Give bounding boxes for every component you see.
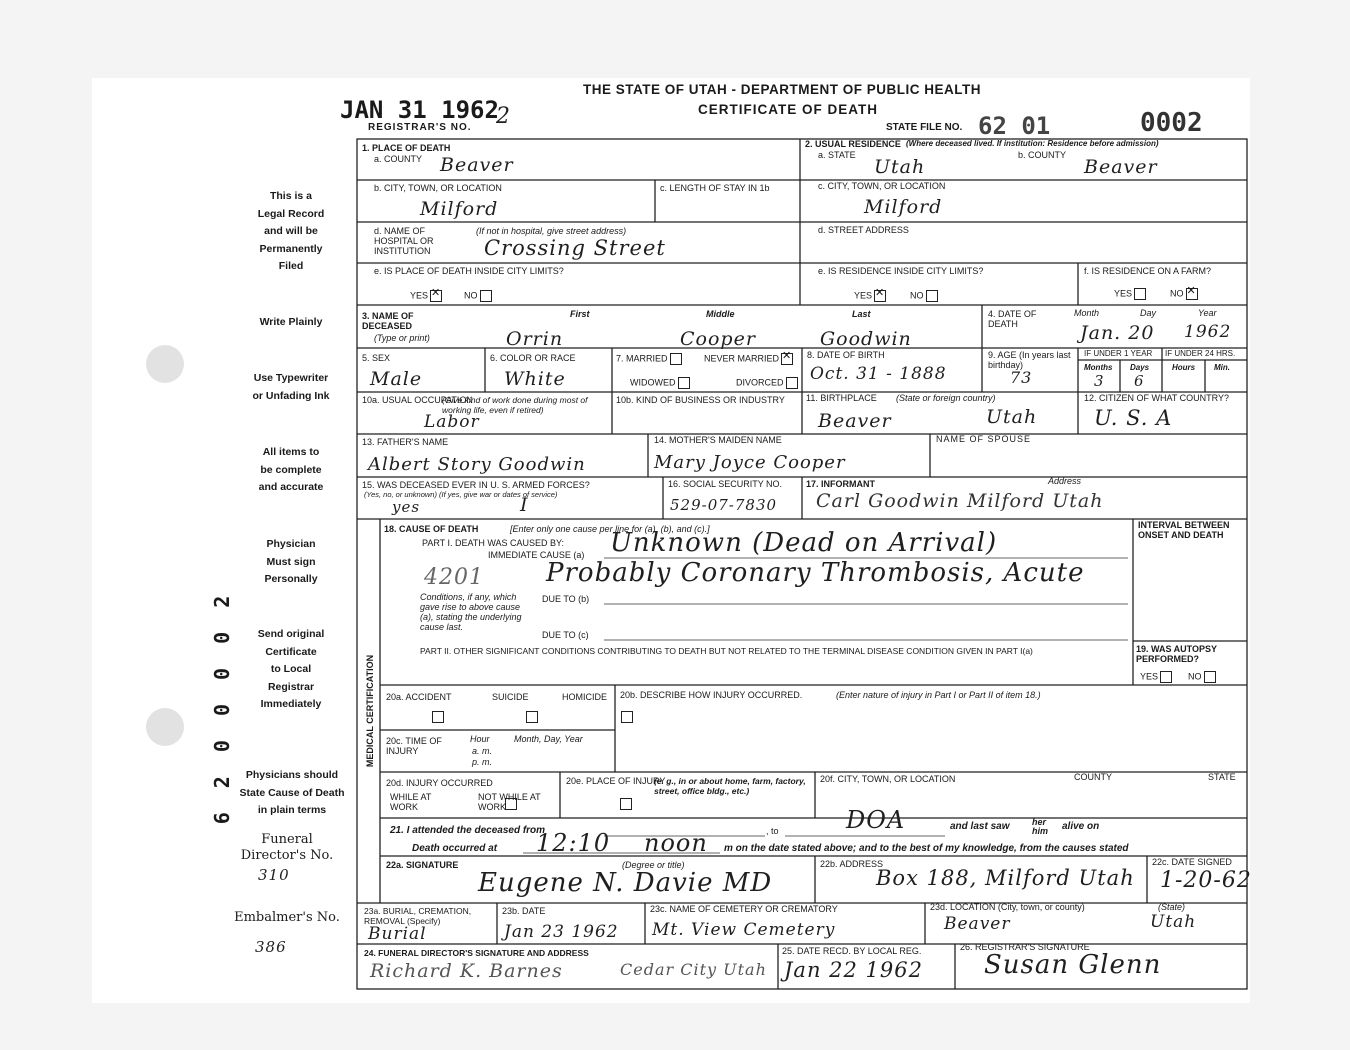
month-label: Month bbox=[1074, 308, 1100, 318]
f6-label: 6. COLOR OR RACE bbox=[490, 353, 576, 363]
received-date: Jan 22 1962 bbox=[784, 958, 923, 982]
death-inside-no-checkbox[interactable] bbox=[480, 290, 492, 302]
f2b-label: b. COUNTY bbox=[1018, 150, 1067, 160]
never-married-label: NEVER MARRIED bbox=[704, 353, 780, 364]
embalmer-no: 386 bbox=[255, 938, 287, 956]
stamp-date: JAN 31 1962 bbox=[340, 96, 499, 124]
location-county: Beaver bbox=[944, 914, 1011, 934]
mdy-label: Month, Day, Year bbox=[514, 734, 583, 744]
f20e-label: 20e. PLACE OF INJURY bbox=[566, 776, 666, 786]
accident-checkbox[interactable] bbox=[432, 711, 444, 723]
death-county: Beaver bbox=[440, 154, 514, 176]
f20e-note: (e. g., in or about home, farm, factory, street, office bldg., etc.) bbox=[654, 776, 806, 796]
death-noon: noon bbox=[644, 829, 708, 857]
age-days: 6 bbox=[1134, 372, 1145, 390]
death-city: Milford bbox=[420, 198, 499, 220]
divorced-option[interactable] bbox=[736, 377, 798, 389]
icd-code: 4201 bbox=[424, 565, 484, 590]
degree-label: (Degree or title) bbox=[622, 860, 685, 870]
res-inside-no-checkbox[interactable] bbox=[926, 290, 938, 302]
medical-certification-label: MEDICAL CERTIFICATION bbox=[365, 654, 375, 768]
f23d-label: 23d. LOCATION (City, town, or county) bbox=[930, 902, 1085, 912]
first-name: Orrin bbox=[506, 328, 564, 350]
f17-label: 17. INFORMANT bbox=[806, 479, 876, 489]
autopsy-no[interactable] bbox=[1188, 671, 1216, 683]
side-write-plainly: Write Plainly bbox=[259, 316, 323, 328]
state-line: THE STATE OF UTAH - DEPARTMENT OF PUBLIC HEALTH bbox=[583, 82, 981, 97]
residence-county: Beaver bbox=[1084, 156, 1158, 178]
farm-yes-checkbox[interactable] bbox=[1134, 288, 1146, 300]
burial-date: Jan 23 1962 bbox=[504, 922, 619, 942]
f1d-note: (If not in hospital, give street address) bbox=[476, 226, 627, 236]
conditions-note: Conditions, if any, which gave rise to above cause (a), stating the underlying cause last. bbox=[420, 592, 522, 632]
f2-note: (Where deceased lived. If institution: Residence before admission) bbox=[906, 139, 1159, 148]
yes-label: YES bbox=[1140, 671, 1159, 682]
county-label: COUNTY bbox=[1074, 772, 1112, 782]
death-year: 1962 bbox=[1184, 322, 1232, 342]
day-label: Day bbox=[1140, 308, 1157, 318]
year-label: Year bbox=[1198, 308, 1217, 318]
death-month-day: Jan. 20 bbox=[1080, 322, 1155, 344]
f22a-label: 22a. SIGNATURE bbox=[386, 860, 459, 870]
res-inside-no[interactable] bbox=[910, 290, 938, 302]
location-state: Utah bbox=[1150, 912, 1197, 932]
married-option[interactable] bbox=[616, 353, 682, 365]
farm-yes[interactable] bbox=[1114, 288, 1146, 300]
cause-b: Probably Coronary Thrombosis, Acute bbox=[546, 558, 1085, 588]
funeral-director-signature: Richard K. Barnes bbox=[370, 960, 563, 982]
yes-label: YES bbox=[854, 290, 873, 301]
f23b-label: 23b. DATE bbox=[502, 906, 546, 916]
death-occurred-tail: m on the date stated above; and to the best of my knowledge, from the causes stated bbox=[724, 843, 1129, 854]
f11-label: 11. BIRTHPLACE bbox=[806, 393, 877, 403]
registrar-signature: Susan Glenn bbox=[984, 950, 1162, 980]
age-value: 73 bbox=[1010, 368, 1033, 387]
death-occurred-label: Death occurred at bbox=[412, 843, 498, 854]
f15-label: 15. WAS DECEASED EVER IN U. S. ARMED FORCES? bbox=[362, 480, 590, 490]
hour-label: Hour bbox=[470, 734, 490, 744]
f13-label: 13. FATHER'S NAME bbox=[362, 437, 449, 447]
divorced-label: DIVORCED bbox=[736, 377, 784, 388]
hours-label: Hours bbox=[1172, 363, 1196, 372]
mother-name: Mary Joyce Cooper bbox=[654, 452, 846, 473]
f20d-label: 20d. INJURY OCCURRED bbox=[386, 778, 493, 788]
armed-forces-value: yes bbox=[392, 498, 421, 516]
middle-name: Cooper bbox=[680, 328, 756, 350]
while-at-work-label: WHILE AT WORK bbox=[390, 792, 432, 812]
side-typewriter: Use Typewriter or Unfading Ink bbox=[252, 372, 330, 402]
no-label: NO bbox=[464, 290, 478, 301]
certificate-title: CERTIFICATE OF DEATH bbox=[698, 102, 878, 117]
citizen-value: U. S. A bbox=[1094, 406, 1173, 430]
f22b-label: 22b. ADDRESS bbox=[820, 859, 884, 869]
am-label: a. m. bbox=[472, 746, 493, 756]
days-label: Days bbox=[1130, 363, 1150, 372]
f24-label: 24. FUNERAL DIRECTOR'S SIGNATURE AND ADDRESS bbox=[364, 948, 589, 958]
war-value: I bbox=[520, 494, 529, 516]
f4-label: 4. DATE OF DEATH bbox=[988, 309, 1037, 329]
f1b-label: b. CITY, TOWN, OR LOCATION bbox=[374, 183, 502, 193]
under-1-year-label: IF UNDER 1 YEAR bbox=[1084, 349, 1153, 358]
last-label: Last bbox=[852, 309, 871, 319]
immediate-label: IMMEDIATE CAUSE (a) bbox=[488, 550, 585, 560]
registrar-no: 2 bbox=[496, 104, 511, 129]
f2a-label: a. STATE bbox=[818, 150, 856, 160]
f19-label: 19. WAS AUTOPSY PERFORMED? bbox=[1136, 644, 1217, 664]
farm-no-checkbox[interactable] bbox=[1186, 288, 1198, 300]
father-name: Albert Story Goodwin bbox=[368, 454, 586, 475]
f18-label: 18. CAUSE OF DEATH bbox=[384, 524, 479, 534]
ssn-value: 529-07-7830 bbox=[670, 496, 778, 514]
state-label: STATE bbox=[1208, 772, 1236, 782]
f23c-label: 23c. NAME OF CEMETERY OR CREMATORY bbox=[650, 904, 838, 914]
f10a-label: 10a. USUAL OCCUPATION bbox=[362, 395, 473, 405]
residence-city: Milford bbox=[864, 196, 943, 218]
occupation-value: Labor bbox=[424, 412, 480, 432]
f10a-note: (Give kind of work done during most of working life, even if retired) bbox=[442, 395, 588, 415]
birthplace-state: Beaver bbox=[818, 410, 892, 432]
f2d-label: d. STREET ADDRESS bbox=[818, 225, 909, 235]
autopsy-no-checkbox[interactable] bbox=[1204, 671, 1216, 683]
f3-label: 3. NAME OF DECEASED bbox=[362, 311, 414, 331]
f1c-label: c. LENGTH OF STAY IN 1b bbox=[660, 183, 770, 193]
f14-label: 14. MOTHER'S MAIDEN NAME bbox=[654, 435, 782, 445]
suicide-label: SUICIDE bbox=[492, 692, 529, 702]
married-label: 7. MARRIED bbox=[616, 353, 668, 364]
f2e-label: e. IS RESIDENCE INSIDE CITY LIMITS? bbox=[818, 266, 984, 276]
state-paren-label: (State) bbox=[1158, 902, 1186, 912]
f3-note: (Type or print) bbox=[374, 333, 430, 343]
f20f-label: 20f. CITY, TOWN, OR LOCATION bbox=[820, 774, 956, 784]
state-file-seq: 0002 bbox=[1140, 108, 1203, 138]
death-inside-yes[interactable] bbox=[410, 290, 442, 302]
f18-note: [Enter only one cause per line for (a), (b), and (c).] bbox=[510, 524, 710, 534]
yes-label: YES bbox=[1114, 288, 1133, 299]
birth-date: Oct. 31 - 1888 bbox=[810, 364, 947, 384]
autopsy-yes-checkbox[interactable] bbox=[1160, 671, 1172, 683]
f16-label: 16. SOCIAL SECURITY NO. bbox=[668, 479, 783, 489]
divorced-checkbox[interactable] bbox=[786, 377, 798, 389]
f10b-label: 10b. KIND OF BUSINESS OR INDUSTRY bbox=[616, 395, 785, 405]
f8-label: 8. DATE OF BIRTH bbox=[807, 350, 885, 360]
no-label: NO bbox=[1170, 288, 1184, 299]
f20b-label: 20b. DESCRIBE HOW INJURY OCCURRED. bbox=[620, 690, 803, 700]
widowed-checkbox[interactable] bbox=[678, 377, 690, 389]
age-months: 3 bbox=[1094, 372, 1105, 390]
never-married-checkbox[interactable] bbox=[781, 353, 793, 365]
residence-state: Utah bbox=[874, 156, 926, 178]
side-cause-plain: Physicians should State Cause of Death in plain terms bbox=[239, 769, 345, 816]
months-label: Months bbox=[1084, 363, 1113, 372]
attended-to-value: DOA bbox=[846, 806, 906, 834]
homicide-checkbox[interactable] bbox=[621, 711, 633, 723]
f12-label: 12. CITIZEN OF WHAT COUNTRY? bbox=[1084, 393, 1230, 403]
no-label: NO bbox=[1188, 671, 1202, 682]
spouse-label: NAME OF SPOUSE bbox=[936, 434, 1032, 444]
side-send-original: Send original Certificate to Local Registrar Immediately bbox=[257, 628, 325, 710]
f20a-label: 20a. ACCIDENT bbox=[386, 692, 452, 702]
funeral-director-label: Funeral Director's No. bbox=[240, 832, 334, 863]
no-label: NO bbox=[910, 290, 924, 301]
f2c-label: c. CITY, TOWN, OR LOCATION bbox=[818, 181, 946, 191]
informant-value: Carl Goodwin Milford Utah bbox=[816, 490, 1104, 512]
physician-signature: Eugene N. Davie MD bbox=[478, 868, 773, 898]
pm-label: p. m. bbox=[472, 757, 493, 767]
hospital-name: Crossing Street bbox=[484, 236, 666, 260]
due-b-label: DUE TO (b) bbox=[542, 594, 590, 604]
f26-label: 26. REGISTRAR'S SIGNATURE bbox=[960, 942, 1090, 952]
f2-label: 2. USUAL RESIDENCE bbox=[805, 139, 901, 149]
due-c-label: DUE TO (c) bbox=[542, 630, 589, 640]
f1a-label: a. COUNTY bbox=[374, 154, 423, 164]
address-label: Address bbox=[1048, 476, 1082, 486]
cemetery-name: Mt. View Cemetery bbox=[652, 920, 836, 940]
while-at-work[interactable] bbox=[390, 792, 458, 812]
widowed-option[interactable] bbox=[630, 377, 690, 389]
interval-label: INTERVAL BETWEEN ONSET AND DEATH bbox=[1138, 520, 1230, 540]
suicide-checkbox[interactable] bbox=[526, 711, 538, 723]
middle-label: Middle bbox=[706, 309, 735, 319]
part2-label: PART II. OTHER SIGNIFICANT CONDITIONS CONTRIBUTING TO DEATH BUT NOT RELATED TO THE TERMINAL DISEASE CONDITION GIVEN IN PART I(a) bbox=[420, 646, 1033, 656]
not-while-at-work-label: NOT WHILE AT WORK bbox=[478, 792, 541, 812]
f2f-label: f. IS RESIDENCE ON A FARM? bbox=[1084, 266, 1212, 276]
death-time: 12:10 bbox=[536, 829, 611, 857]
yes-label: YES bbox=[410, 290, 429, 301]
f15-note: (Yes, no, or unknown) (If yes, give war or dates of service) bbox=[364, 490, 558, 499]
f20c-label: 20c. TIME OF INJURY bbox=[386, 736, 442, 756]
first-label: First bbox=[570, 309, 590, 319]
f25-label: 25. DATE RECD. BY LOCAL REG. bbox=[782, 946, 922, 956]
f11-note: (State or foreign country) bbox=[896, 393, 996, 403]
never-married-option[interactable] bbox=[704, 353, 793, 365]
her-him-label: her him bbox=[1032, 817, 1049, 836]
state-file-label: STATE FILE NO. bbox=[886, 122, 963, 133]
f21-label: 21. I attended the deceased from bbox=[390, 825, 546, 836]
death-inside-no[interactable] bbox=[464, 290, 492, 302]
death-inside-yes-checkbox[interactable] bbox=[430, 290, 442, 302]
married-checkbox[interactable] bbox=[670, 353, 682, 365]
f23a-label: 23a. BURIAL, CREMATION, REMOVAL (Specify) bbox=[364, 906, 472, 926]
f20b-note: (Enter nature of injury in Part I or Part II of item 18.) bbox=[836, 690, 1041, 700]
res-inside-yes-checkbox[interactable] bbox=[874, 290, 886, 302]
cause-a: Unknown (Dead on Arrival) bbox=[610, 528, 998, 558]
part1-label: PART I. DEATH WAS CAUSED BY: bbox=[422, 538, 565, 548]
registrar-label: REGISTRAR'S NO. bbox=[368, 122, 472, 133]
farm-no[interactable] bbox=[1170, 288, 1198, 300]
sex-value: Male bbox=[370, 368, 423, 390]
autopsy-yes[interactable] bbox=[1140, 671, 1172, 683]
last-name: Goodwin bbox=[820, 328, 912, 350]
side-complete: All items to be complete and accurate bbox=[258, 446, 324, 493]
burial-value: Burial bbox=[368, 924, 427, 944]
to-label: , to bbox=[766, 826, 779, 836]
not-while-at-work[interactable] bbox=[478, 792, 544, 812]
f5-label: 5. SEX bbox=[362, 353, 391, 363]
birthplace-state2: Utah bbox=[986, 406, 1038, 428]
res-inside-yes[interactable] bbox=[854, 290, 886, 302]
race-value: White bbox=[504, 368, 566, 390]
side-physician: Physician Must sign Personally bbox=[264, 538, 318, 585]
serial-number: 6 2 0 0 0 0 2 bbox=[210, 589, 234, 825]
under-24-hrs-label: IF UNDER 24 HRS. bbox=[1165, 349, 1236, 358]
min-label: Min. bbox=[1214, 363, 1230, 372]
date-signed: 1-20-62 bbox=[1160, 868, 1252, 893]
last-saw-label: and last saw bbox=[950, 821, 1010, 832]
f9-label: 9. AGE (In years last birthday) bbox=[988, 350, 1071, 370]
not-while-at-work-checkbox[interactable] bbox=[620, 798, 632, 810]
alive-on-label: alive on bbox=[1062, 821, 1100, 832]
f1d-label: d. NAME OF HOSPITAL OR INSTITUTION bbox=[374, 226, 434, 256]
homicide-label: HOMICIDE bbox=[562, 692, 607, 702]
embalmer-label: Embalmer's No. bbox=[234, 910, 340, 925]
physician-address: Box 188, Milford Utah bbox=[876, 866, 1135, 890]
widowed-label: WIDOWED bbox=[630, 377, 676, 388]
side-legal-record: This is a Legal Record and will be Permanently Filed bbox=[257, 190, 325, 272]
state-file-no: 62 01 bbox=[978, 112, 1051, 140]
funeral-director-city: Cedar City Utah bbox=[620, 960, 767, 979]
f22c-label: 22c. DATE SIGNED bbox=[1152, 857, 1232, 867]
f1e-label: e. IS PLACE OF DEATH INSIDE CITY LIMITS? bbox=[374, 266, 564, 276]
funeral-director-no: 310 bbox=[258, 866, 290, 884]
f1-label: 1. PLACE OF DEATH bbox=[362, 143, 451, 153]
